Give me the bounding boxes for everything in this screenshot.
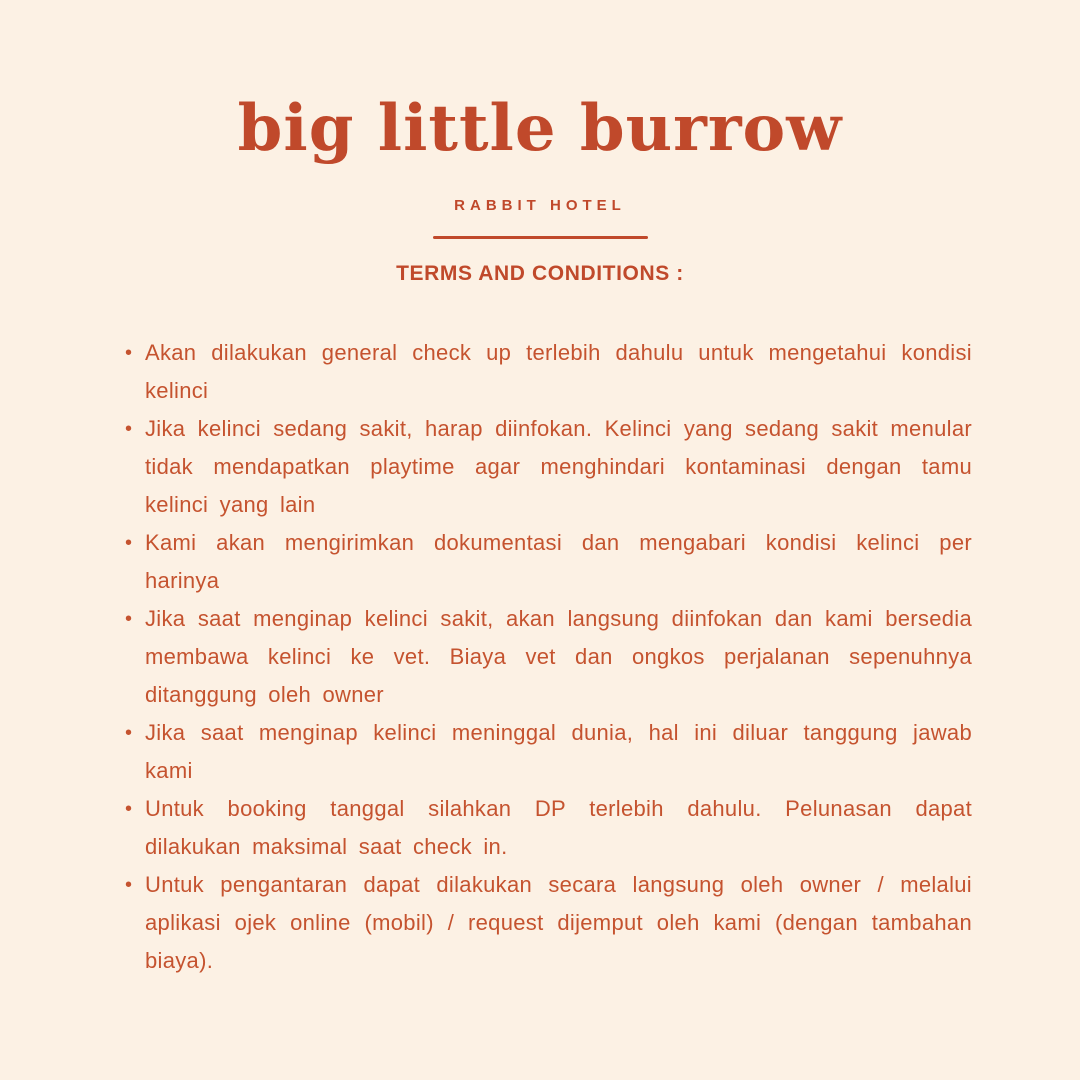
term-item	[125, 790, 972, 866]
term-text: Kami akan mengirimkan dokumentasi dan mengabari kondisi kelinci per harinya	[145, 530, 972, 593]
divider	[433, 236, 648, 239]
bullet-icon: •	[125, 342, 133, 364]
term-item	[125, 866, 972, 980]
brand-subtitle: RABBIT HOTEL	[454, 197, 626, 214]
term-text: Akan dilakukan general check up terlebih dahulu untuk mengetahui kondisi kelinci	[145, 340, 972, 403]
bullet-icon: •	[125, 874, 133, 896]
term-text: Jika saat menginap kelinci meninggal dunia, hal ini diluar tanggung jawab kami	[145, 720, 972, 783]
bullet-icon: •	[125, 418, 133, 440]
bullet-icon: •	[125, 608, 133, 630]
term-text: Jika kelinci sedang sakit, harap diinfokan. Kelinci yang sedang sakit menular tidak mendapatkan playtime agar menghindari kontaminasi dengan tamu kelinci yang lain	[145, 416, 972, 517]
term-text: Jika saat menginap kelinci sakit, akan langsung diinfokan dan kami bersedia membawa kelinci ke vet. Biaya vet dan ongkos perjalanan sepenuhnya ditanggung oleh owner	[145, 606, 972, 707]
term-text: Untuk booking tanggal silahkan DP terlebih dahulu. Pelunasan dapat dilakukan maksimal saat check in.	[145, 796, 972, 859]
term-item	[125, 334, 972, 410]
brand-title: big little burrow	[237, 91, 843, 166]
terms-list	[125, 334, 972, 980]
term-item	[125, 600, 972, 714]
section-heading: TERMS AND CONDITIONS :	[396, 262, 684, 285]
bullet-icon: •	[125, 722, 133, 744]
term-item	[125, 410, 972, 524]
term-item	[125, 524, 972, 600]
term-text: Untuk pengantaran dapat dilakukan secara langsung oleh owner / melalui aplikasi ojek online (mobil) / request dijemput oleh kami (dengan tambahan biaya).	[145, 872, 972, 973]
bullet-icon: •	[125, 532, 133, 554]
bullet-icon: •	[125, 798, 133, 820]
term-item	[125, 714, 972, 790]
